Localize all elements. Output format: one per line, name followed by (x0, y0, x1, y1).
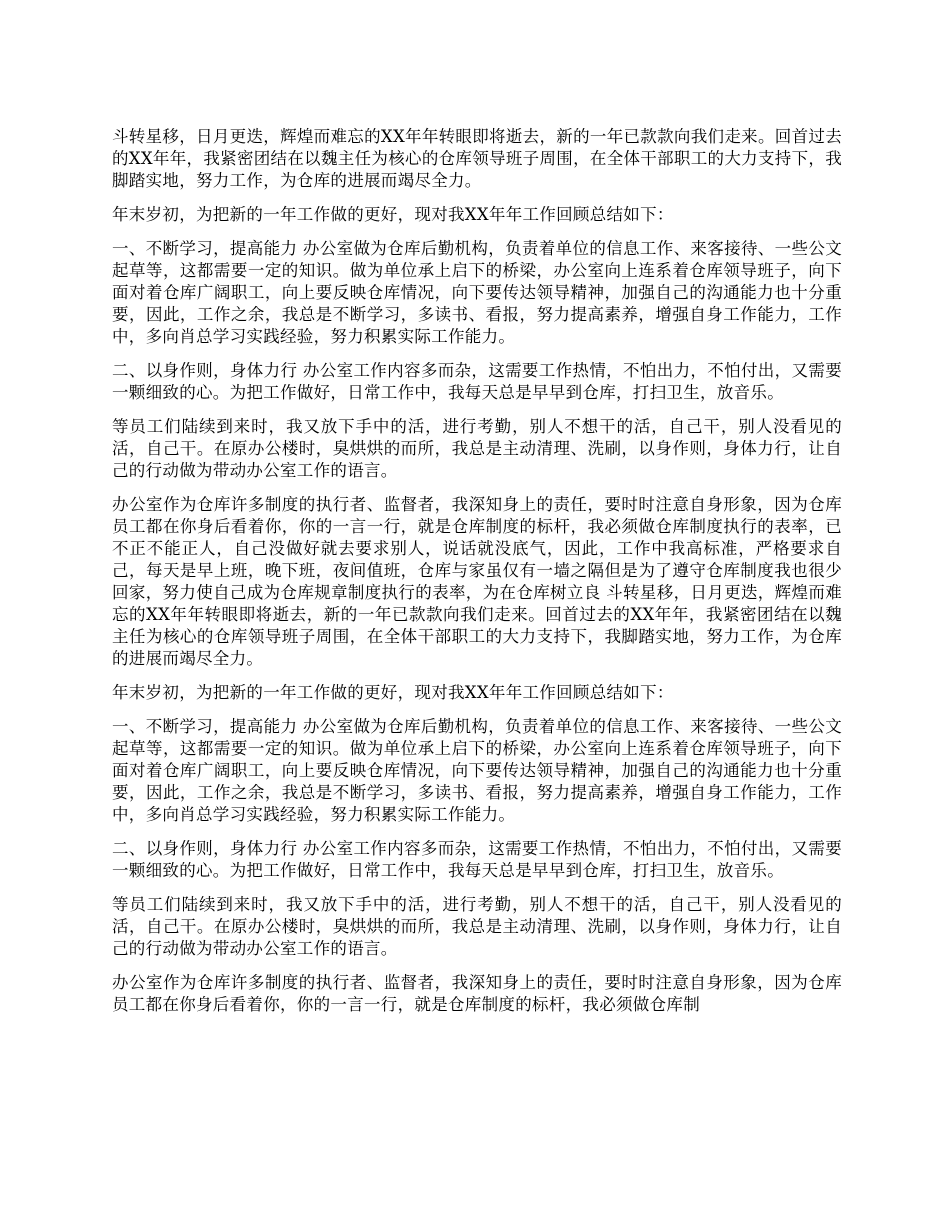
paragraph-staff-arrival-repeat: 等员工们陆续到来时，我又放下手中的活，进行考勤，别人不想干的活，自己干，别人没看见的活，自己干。在原办公楼时，臭烘烘的而所，我总是主动清理、洗刷，以身作则，身体力行，让自己的行动做为带动办公室工作的语言。 (112, 895, 842, 958)
paragraph-intro: 斗转星移，日月更迭，辉煌而难忘的XX年年转眼即将逝去，新的一年已款款向我们走来。回首过去的XX年年，我紧密团结在以魏主任为核心的仓库领导班子周围，在全体干部职工的大力支持下，我脚踏实地，努力工作，为仓库的进展而竭尽全力。 (112, 127, 842, 190)
paragraph-section-example-repeat: 二、以身作则，身体力行 办公室工作内容多而杂，这需要工作热情，不怕出力，不怕付出，又需要一颗细致的心。为把工作做好，日常工作中，我每天总是早早到仓库，打扫卫生，放音乐。 (112, 839, 842, 880)
paragraph-section-example: 二、以身作则，身体力行 办公室工作内容多而杂，这需要工作热情，不怕出力，不怕付出，又需要一颗细致的心。为把工作做好，日常工作中，我每天总是早早到仓库，打扫卫生，放音乐。 (112, 361, 842, 402)
paragraph-office-role-repeat: 办公室作为仓库许多制度的执行者、监督者，我深知身上的责任，要时时注意自身形象，因为仓库员工都在你身后看着你，你的一言一行，就是仓库制度的标杆，我必须做仓库制 (112, 973, 842, 1014)
paragraph-summary-lead: 年末岁初，为把新的一年工作做的更好，现对我XX年年工作回顾总结如下： (112, 205, 674, 224)
document-page (112, 126, 842, 1028)
paragraph-staff-arrival: 等员工们陆续到来时，我又放下手中的活，进行考勤，别人不想干的活，自己干，别人没看见的活，自己干。在原办公楼时，臭烘烘的而所，我总是主动清理、洗刷，以身作则，身体力行，让自己的行动做为带动办公室工作的语言。 (112, 417, 842, 480)
paragraph-office-role: 办公室作为仓库许多制度的执行者、监督者，我深知身上的责任，要时时注意自身形象，因为仓库员工都在你身后看着你，你的一言一行，就是仓库制度的标杆，我必须做仓库制度执行的表率，已不正不能正人，自己没做好就去要求别人，说话就没底气，因此，工作中我高标准，严格要求自己，每天是早上班，晚下班，夜间值班，仓库与家虽仅有一墙之隔但是为了遵守仓库制度我也很少回家，努力使自己成为仓库规章制度执行的表率，为在仓库树立良 斗转星移，日月更迭，辉煌而难忘的XX年年转眼即将逝去，新的一年已款款向我们走来。回首过去的XX年年，我紧密团结在以魏主任为核心的仓库领导班子周围，在全体干部职工的大力支持下，我脚踏实地，努力工作，为仓库的进展而竭尽全力。 (112, 495, 842, 668)
paragraph-summary-lead-repeat: 年末岁初，为把新的一年工作做的更好，现对我XX年年工作回顾总结如下： (112, 683, 674, 702)
paragraph-section-learning-repeat: 一、不断学习，提高能力 办公室做为仓库后勤机构，负责着单位的信息工作、来客接待、一些公文起草等，这都需要一定的知识。做为单位承上启下的桥梁，办公室向上连系着仓库领导班子，向下面对着仓库广阔职工，向上要反映仓库情况，向下要传达领导精神，加强自己的沟通能力也十分重要，因此，工作之余，我总是不断学习，多读书、看报，努力提高素养，增强自身工作能力，工作中，多向肖总学习实践经验，努力积累实际工作能力。 (112, 717, 842, 824)
paragraph-section-learning: 一、不断学习，提高能力 办公室做为仓库后勤机构，负责着单位的信息工作、来客接待、一些公文起草等，这都需要一定的知识。做为单位承上启下的桥梁，办公室向上连系着仓库领导班子，向下面对着仓库广阔职工，向上要反映仓库情况，向下要传达领导精神，加强自己的沟通能力也十分重要，因此，工作之余，我总是不断学习，多读书、看报，努力提高素养，增强自身工作能力，工作中，多向肖总学习实践经验，努力积累实际工作能力。 (112, 239, 842, 346)
